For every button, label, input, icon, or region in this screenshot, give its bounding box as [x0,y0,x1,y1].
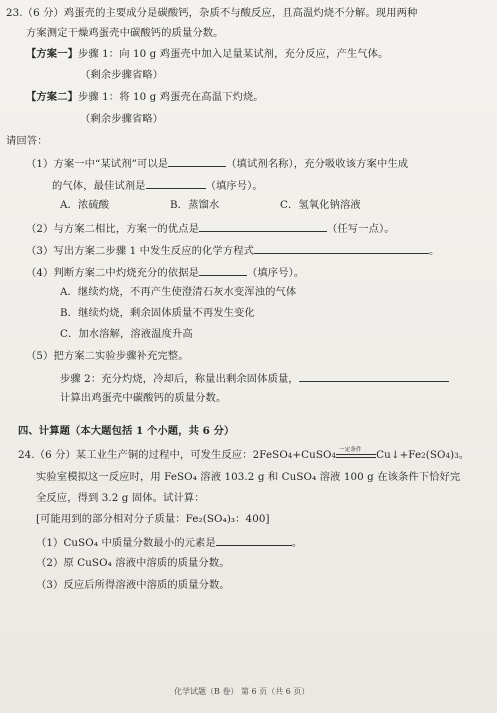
q24-part1: （1）CuSO₄ 中质量分数最小的元素是 。 [36,534,302,550]
answer-blank-equation[interactable] [254,242,429,254]
plan2-line [26,90,264,104]
plan2-text: 步骤 1：将 10 g 鸡蛋壳在高温下灼烧。 [77,91,264,103]
part1-text-b: （填试剂名称），充分吸收该方案中生成 [226,158,409,170]
q23-head: 23.（6 分）鸡蛋壳的主要成分是碳酸钙，杂质不与酸反应，且高温灼烧不分解。现用两种 [6,7,418,19]
q24-part1-text: （1）CuSO₄ 中质量分数最小的元素是 [36,537,216,549]
q23-part4 [26,264,304,280]
part4-option-a: A．继续灼烧，不再产生使澄清石灰水变浑浊的气体 [60,286,297,298]
q23-head-2: 方案测定干燥鸡蛋壳中碳酸钙的质量分数。 [26,27,224,39]
part1-options [60,198,361,212]
answer-blank-best-reagent[interactable] [146,177,206,189]
answer-blank-basis[interactable] [199,264,247,276]
answer-blank-reagent[interactable] [168,155,226,167]
plan1-label: 【方案一】 [26,48,78,60]
q24-line3: 全反应，得到 3.2 g 固体。试计算： [36,492,205,504]
plan2-omit: （剩余步骤省略） [80,113,164,125]
part4-text-a: （4）判断方案二中灼烧充分的依据是 [26,267,200,279]
answer-blank-advantage[interactable] [199,220,327,232]
q23-part1-line2 [52,177,263,193]
q24-head: 24.（6 分）某工业生产铜的过程中，可发生反应：2FeSO4+CuSO4 一定条件 Cu↓+Fe2(SO4)3。 [18,448,469,463]
q24-part3: （3）反应后所得溶液中溶质的质量分数。 [36,579,230,591]
option-a: A．浓硫酸 [60,199,110,211]
reaction-arrow [336,449,376,461]
section-4-heading: 四、计算题（本大题包括 1 个小题，共 6 分） [18,425,235,437]
part2-text-a: （2）与方案二相比，方案一的优点是 [26,223,200,235]
q24-line2: 实验室模拟这一反应时，用 FeSO₄ 溶液 103.2 g 和 CuSO₄ 溶液 100 g 在该条件下恰好完 [36,471,461,483]
plan1-text: 步骤 1：向 10 g 鸡蛋壳中加入足量某试剂，充分反应，产生气体。 [77,48,389,60]
part1-text-a: （1）方案一中“某试剂”可以是 [26,158,169,170]
plan2-label: 【方案二】 [26,91,78,103]
part5-end: 计算出鸡蛋壳中碳酸钙的质量分数。 [60,392,227,404]
q23-part3: （3）写出方案二步骤 1 中发生反应的化学方程式 。 [26,242,439,258]
plan1-line [26,47,388,61]
q23-part2 [26,220,395,236]
part3-text: （3）写出方案二步骤 1 中发生反应的化学方程式 [26,245,254,257]
q24-part2: （2）原 CuSO₄ 溶液中溶质的质量分数。 [36,557,230,569]
q24-head-text: 24.（6 分）某工业生产铜的过程中，可发生反应：2FeSO [18,449,288,461]
page-footer: 化学试题（B 卷） 第 6 页（共 6 页） [174,687,310,696]
answer-blank-step[interactable] [299,370,449,382]
option-c: C．氢氧化钠溶液 [280,199,361,211]
part1-text-c: 的气体，最佳试剂是 [52,180,146,192]
q23-part5: （5）把方案二实验步骤补充完整。 [26,350,189,362]
plan1-omit: （剩余步骤省略） [80,69,164,81]
q23-part1-line1 [26,155,408,171]
part4-option-b: B．继续灼烧，剩余固体质量不再发生变化 [60,307,255,319]
part4-option-c: C．加水溶解，溶液温度升高 [60,328,193,340]
part5-step [60,370,449,386]
part1-text-d: （填序号）。 [205,180,263,192]
option-b: B．蒸馏水 [170,199,220,211]
part5-step-text: 步骤 2：充分灼烧，冷却后，称量出剩余固体质量， [60,373,299,385]
answer-blank-element[interactable] [216,534,292,546]
reaction-condition: 一定条件 [339,447,362,453]
part4-text-b: （填序号）。 [247,267,305,279]
answer-prompt: 请回答： [6,135,48,147]
part2-text-b: （任写一点）。 [327,223,395,235]
q24-mass-note: [可能用到的部分相对分子质量：Fe₂(SO₄)₃：400] [36,513,270,525]
